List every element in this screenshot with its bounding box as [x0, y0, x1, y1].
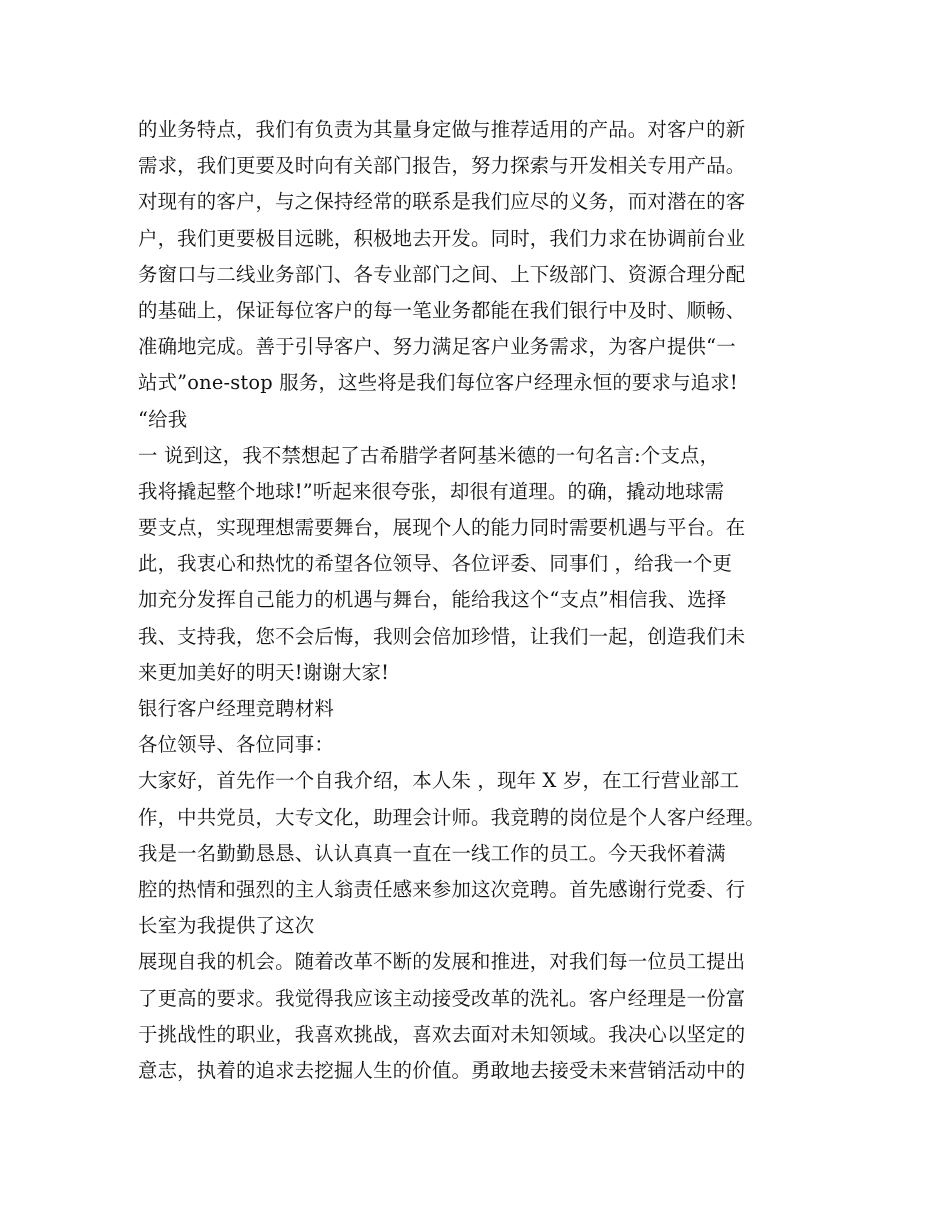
text-line: 我是一名勤勤恳恳、认认真真一直在一线工作的员工。今天我怀着满 [138, 841, 726, 865]
text-line: 户，我们更要极目远眺，积极地去开发。同时，我们力求在协调前台业 [138, 226, 746, 250]
text-line: 大家好，首先作一个自我介绍，本人朱 ，现年 X 岁，在工行营业部工 [138, 769, 740, 793]
text-line: 腔的热情和强烈的主人翁责任感来参加这次竞聘。首先感谢行党委、行 [138, 877, 746, 901]
text-line: 我、支持我，您不会后悔，我则会倍加珍惜，让我们一起，创造我们未 [138, 624, 746, 648]
text-line: 作，中共党员，大专文化，助理会计师。我竞聘的岗位是个人客户经理。 [138, 805, 765, 829]
text-line: 此，我衷心和热忱的希望各位领导、各位评委、同事们 ，给我一个更 [138, 552, 733, 576]
text-line: 意志，执着的追求去挖掘人生的价值。勇敢地去接受未来营销活动中的 [138, 1058, 746, 1082]
salutation: 各位领导、各位同事： [138, 733, 334, 757]
text-line: 来更加美好的明天!谢谢大家! [138, 660, 390, 684]
document-body [138, 112, 828, 1089]
text-line: 于挑战性的职业，我喜欢挑战，喜欢去面对未知领域。我决心以坚定的 [138, 1022, 746, 1046]
text-line: 的业务特点，我们有负责为其量身定做与推荐适用的产品。对客户的新 [138, 118, 746, 141]
text-line: 展现自我的机会。随着改革不断的发展和推进，对我们每一位员工提出 [138, 950, 746, 974]
text-line: 准确地完成。善于引导客户、努力满足客户业务需求，为客户提供“一 [138, 335, 736, 359]
section-title: 银行客户经理竞聘材料 [138, 697, 334, 720]
text-line: 长室为我提供了这次 [138, 914, 315, 938]
text-line: 的基础上，保证每位客户的每一笔业务都能在我们银行中及时、顺畅、 [138, 298, 746, 322]
text-line: 了更高的要求。我觉得我应该主动接受改革的洗礼。客户经理是一份富 [138, 986, 746, 1010]
text-line: “给我 [138, 407, 188, 431]
text-line: 站式”one-stop 服务，这些将是我们每位客户经理永恒的要求与追求! [138, 371, 738, 395]
text-line: 对现有的客户，与之保持经常的联系是我们应尽的义务，而对潜在的客 [138, 190, 746, 214]
text-line: 加充分发挥自己能力的机遇与舞台，能给我这个“支点”相信我、选择 [138, 588, 727, 612]
text-line: 务窗口与二线业务部门、各专业部门之间、上下级部门、资源合理分配 [138, 262, 746, 286]
text-line: 要支点，实现理想需要舞台，展现个人的能力同时需要机遇与平台。在 [138, 516, 746, 540]
text-line: 我将撬起整个地球!”听起来很夸张，却很有道理。的确，撬动地球需 [138, 479, 725, 503]
text-line: 一 说到这，我不禁想起了古希腊学者阿基米德的一句名言:个支点， [138, 443, 720, 467]
text-line: 需求，我们更要及时向有关部门报告，努力探索与开发相关专用产品。 [138, 154, 746, 178]
